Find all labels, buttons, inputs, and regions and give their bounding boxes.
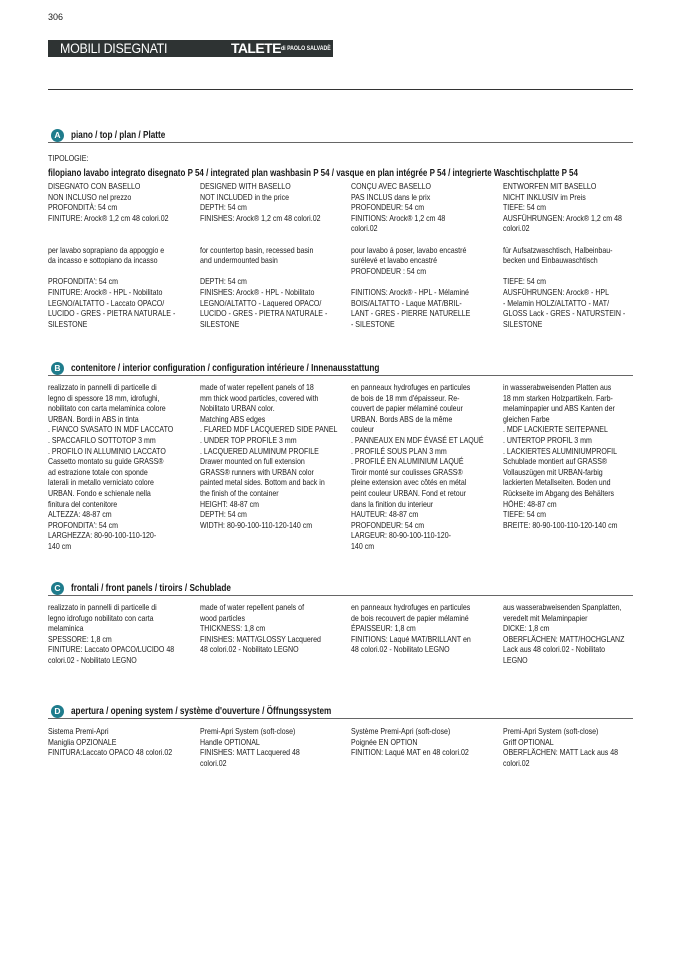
text-line: Matching ABS edges: [199, 413, 265, 424]
text-column-fr: [351, 602, 501, 655]
text-line: Handle OPTIONAL: [199, 736, 260, 747]
text-line: DEPTH: 54 cm: [199, 276, 247, 287]
section-a-header: [48, 129, 633, 143]
text-column-en: [200, 382, 350, 530]
section-title: piano / top / plan / Platte: [71, 130, 166, 141]
text-line: wood particles: [199, 612, 245, 623]
text-line: nobilitato con carta melaminica colore: [48, 403, 166, 414]
text-line: . LACKIERTES ALUMINIUMPROFIL: [502, 445, 617, 456]
text-column-en: [200, 726, 350, 768]
text-line: painted metal sides. Bottom and back in: [199, 477, 325, 488]
section-title: apertura / opening system / système d'ouverture / Öffnungssystem: [71, 706, 332, 717]
text-line: FINITURE: Arock® 1,2 cm 48 colori.02: [48, 212, 169, 223]
text-line: colori.02: [502, 757, 530, 768]
text-line: Rückseite im Abgang des Behälters: [502, 487, 614, 498]
text-line: TIEFE: 54 cm: [502, 509, 546, 520]
text-line: [351, 276, 477, 287]
text-column-it: [48, 726, 198, 758]
text-line: LEGNO/ALTATTO - Laccato OPACO/: [48, 297, 165, 308]
text-line: LEGNO/ALTATTO - Laquered OPACO/: [199, 297, 321, 308]
header-category: MOBILI DISEGNATI: [60, 41, 168, 56]
text-line: NOT INCLUDED in the price: [199, 191, 289, 202]
text-line: TIEFE: 54 cm: [502, 202, 546, 213]
section-b-header: [48, 362, 633, 376]
text-line: colori.02: [502, 223, 530, 234]
text-column-fr: [351, 382, 501, 552]
text-line: - Melamin HOLZ/ALTATTO - MAT/: [502, 297, 609, 308]
text-line: PROFONDITA': 54 cm: [48, 519, 119, 530]
text-line: dans la finition du interieur: [351, 498, 434, 509]
text-line: . FLARED MDF LACQUERED SIDE PANEL: [199, 424, 337, 435]
text-line: [503, 266, 629, 277]
text-column-en: [200, 181, 350, 329]
text-line: and undermounted basin: [199, 255, 278, 266]
text-column-de: [503, 602, 653, 666]
text-line: realizzato in pannelli di particelle di: [48, 602, 157, 612]
text-line: OBERFLÄCHEN: MATT/HOCHGLANZ: [502, 633, 624, 644]
text-line: couvert de papier mélaminé couleur: [351, 403, 463, 414]
text-line: HAUTEUR: 48-87 cm: [351, 509, 419, 520]
text-line: Sistema Premi-Apri: [48, 726, 109, 736]
text-column-it: [48, 181, 198, 329]
text-line: DEPTH: 54 cm: [199, 509, 247, 520]
text-line: colori.02 - Nobilitato LEGNO: [48, 654, 137, 665]
text-line: OBERFLÄCHEN: MATT Lack aus 48: [502, 747, 618, 758]
tipologie-label: TIPOLOGIE:: [48, 153, 89, 163]
text-line: AUSFÜHRUNGEN: Arock® 1,2 cm 48: [502, 212, 622, 223]
text-line: FINITIONS: Arock® - HPL - Mélaminé: [351, 286, 469, 297]
text-line: 140 cm: [351, 540, 375, 551]
text-line: LUCIDO - GRES - PIETRA NATURALE -: [199, 308, 327, 319]
text-line: finitura del contenitore: [48, 498, 118, 509]
text-line: FINITURE: Laccato OPACO/LUCIDO 48: [48, 644, 175, 655]
text-line: DESIGNED WITH BASELLO: [199, 181, 291, 191]
text-column-de: [503, 726, 653, 768]
text-line: colori.02: [351, 223, 378, 234]
section-d-header: [48, 705, 633, 719]
text-line: de bois de 18 mm d'épaisseur. Re-: [351, 392, 460, 403]
header-designer: di PAOLO SALVADÈ: [281, 45, 331, 52]
text-line: PROFONDEUR : 54 cm: [351, 265, 427, 276]
text-line: FINISHES: MATT/GLOSSY Lacquered: [199, 633, 321, 644]
text-line: . UNDER TOP PROFILE 3 mm: [199, 434, 297, 445]
text-line: LANT - GRES - PIERRE NATURELLE: [351, 308, 471, 319]
text-line: [48, 266, 174, 277]
text-line: HÖHE: 48-87 cm: [502, 498, 557, 509]
text-column-fr: [351, 181, 501, 329]
text-line: . FIANCO SVASATO IN MDF LACCATO: [48, 424, 174, 435]
text-line: [200, 234, 326, 245]
text-line: FINITURE: Arock® - HPL - Nobilitato: [48, 286, 163, 297]
text-line: couleur: [351, 424, 375, 435]
text-line: in wasserabweisenden Platten aus: [502, 382, 611, 392]
header-product: TALETE: [231, 40, 281, 56]
text-line: made of water repellent panels of 18: [199, 382, 314, 392]
text-line: SILESTONE: [48, 318, 88, 329]
text-line: melaminpapier und ABS Kanten der: [502, 403, 615, 414]
text-line: made of water repellent panels of: [199, 602, 304, 612]
text-line: da incasso e sottopiano da incasso: [48, 255, 158, 266]
text-line: Premi-Apri System (soft-close): [199, 726, 295, 736]
section-badge-b: B: [51, 362, 64, 375]
section-divider: [48, 375, 633, 376]
text-line: Système Premi-Apri (soft-close): [351, 726, 451, 736]
section-badge-a: A: [51, 129, 64, 142]
text-line: gleichen Farbe: [502, 413, 550, 424]
text-line: URBAN. Bords ABS de la même: [351, 413, 453, 424]
text-line: [503, 234, 629, 245]
text-column-it: [48, 382, 198, 552]
header-bar: [48, 40, 333, 57]
text-line: . PROFILO IN ALLUMINIO LACCATO: [48, 445, 166, 456]
text-line: DEPTH: 54 cm: [199, 202, 247, 213]
section-title: frontali / front panels / tiroirs / Schublade: [71, 583, 231, 594]
text-line: pour lavabo á poser, lavabo encastré: [351, 244, 467, 255]
text-line: LARGEUR: 80-90-100-110-120-: [351, 530, 451, 541]
text-column-en: [200, 602, 350, 655]
text-line: [48, 234, 174, 245]
text-line: [48, 223, 174, 234]
text-line: . PROFILÉ EN ALUMINIUM LAQUÉ: [351, 456, 464, 467]
text-line: for countertop basin, recessed basin: [199, 244, 313, 255]
text-line: SILESTONE: [199, 318, 239, 329]
text-line: [351, 234, 477, 245]
text-line: ALTEZZA: 48-87 cm: [48, 509, 112, 520]
text-line: veredelt mit Melaminpapier: [502, 612, 587, 623]
text-line: aus wasserabweisenden Spanplatten,: [502, 602, 622, 612]
text-line: für Aufsatzwaschtisch, Halbeinbau-: [502, 244, 612, 255]
text-line: AUSFÜHRUNGEN: Arock® - HPL: [502, 286, 609, 297]
text-line: URBAN. Bordi in ABS in tinta: [48, 413, 139, 424]
text-line: Vollauszügen mit URBAN-farbig: [502, 466, 603, 477]
text-line: en panneaux hydrofuges en particules: [351, 602, 471, 612]
text-line: PROFONDEUR: 54 cm: [351, 202, 425, 213]
text-line: SPESSORE: 1,8 cm: [48, 633, 112, 644]
section-badge-d: D: [51, 705, 64, 718]
text-line: Cassetto montato su guide GRASS®: [48, 456, 164, 467]
text-line: [200, 266, 326, 277]
text-line: pleine extension avec côtés en métal: [351, 477, 467, 488]
text-line: ad estrazione totale con sponde: [48, 466, 148, 477]
text-line: legno di spessore 18 mm, idrofughi,: [48, 392, 160, 403]
text-line: THICKNESS: 1,8 cm: [199, 623, 265, 634]
text-line: Schublade montiert auf GRASS®: [502, 456, 607, 467]
text-line: . PROFILÉ SOUS PLAN 3 mm: [351, 445, 447, 456]
text-line: FINISHES: Arock® - HPL - Nobilitato: [199, 286, 314, 297]
text-column-it: [48, 602, 198, 666]
text-line: FINITIONS: Laqué MAT/BRILLANT en: [351, 633, 471, 644]
text-line: LARGHEZZA: 80-90-100-110-120-: [48, 530, 157, 541]
text-line: TIEFE: 54 cm: [502, 276, 546, 287]
section-c-header: [48, 582, 633, 596]
text-line: mm thick wood particles, covered with: [199, 392, 318, 403]
section-divider: [48, 142, 633, 143]
text-line: SILESTONE: [502, 318, 542, 329]
text-column-fr: [351, 726, 501, 758]
text-line: LEGNO: [502, 654, 528, 665]
text-line: FINITURA:Laccato OPACO 48 colori.02: [48, 747, 173, 758]
text-line: en panneaux hydrofuges en particules: [351, 382, 471, 392]
text-line: peint couleur URBAN. Fond et retour: [351, 487, 466, 498]
text-line: 48 colori.02 - Nobilitato LEGNO: [351, 644, 450, 655]
section-divider: [48, 595, 633, 596]
text-line: ENTWORFEN MIT BASELLO: [502, 181, 596, 191]
page-number: 306: [48, 12, 64, 22]
typology-heading: filopiano lavabo integrato disegnato P 54 / integrated plan washbasin P 54 / vasque en plan intégrée P 54 / integrierte Waschtischplatte P 54: [48, 168, 578, 179]
text-line: Tiroir monté sur coulisses GRASS®: [351, 466, 463, 477]
text-line: lackierten Metallseiten. Boden und: [502, 477, 611, 488]
text-line: Drawer mounted on full extension: [199, 456, 305, 467]
text-line: . UNTERTOP PROFIL 3 mm: [502, 434, 592, 445]
text-line: FINISHES: MATT Lacquered 48: [199, 747, 300, 758]
text-line: PROFONDITA': 54 cm: [48, 276, 119, 287]
text-column-de: [503, 382, 653, 530]
text-line: legno idrofugo nobilitato con carta: [48, 612, 154, 623]
text-line: DICKE: 1,8 cm: [502, 623, 550, 634]
text-line: per lavabo soprapiano da appoggio e: [48, 244, 165, 255]
text-column-de: [503, 181, 653, 329]
text-line: Griff OPTIONAL: [502, 736, 554, 747]
text-line: FINITION: Laqué MAT en 48 colori.02: [351, 747, 469, 758]
text-line: NICHT INKLUSIV im Preis: [502, 191, 586, 202]
text-line: . SPACCAFILO SOTTOTOP 3 mm: [48, 434, 156, 445]
text-line: WIDTH: 80-90-100-110-120-140 cm: [199, 519, 312, 530]
text-line: Lack aus 48 colori.02 - Nobilitato: [502, 644, 605, 655]
text-line: 140 cm: [48, 540, 72, 551]
text-line: FINISHES: Arock® 1,2 cm 48 colori.02: [199, 212, 321, 223]
text-line: PROFONDITÀ: 54 cm: [48, 202, 118, 213]
section-badge-c: C: [51, 582, 64, 595]
text-line: URBAN. Fondo e schienale nella: [48, 487, 151, 498]
text-line: LUCIDO - GRES - PIETRA NATURALE -: [48, 308, 176, 319]
text-line: Maniglia OPZIONALE: [48, 736, 117, 747]
text-line: de bois recouvert de papier mélaminé: [351, 612, 469, 623]
text-line: [200, 223, 326, 234]
text-line: 18 mm starken Holzpartikeln. Farb-: [502, 392, 613, 403]
text-line: HEIGHT: 48-87 cm: [199, 498, 259, 509]
text-line: melaminica: [48, 623, 84, 634]
text-line: Nobilitato URBAN color.: [199, 403, 275, 414]
text-line: . PANNEAUX EN MDF ÉVASÉ ET LAQUÉ: [351, 434, 484, 445]
text-line: realizzato in pannelli di particelle di: [48, 382, 157, 392]
section-divider: [48, 718, 633, 719]
text-line: ÉPAISSEUR: 1,8 cm: [351, 623, 416, 634]
top-divider: [48, 89, 633, 90]
text-line: BOIS/ALTATTO - Laque MAT/BRIL-: [351, 297, 462, 308]
text-line: Poignée EN OPTION: [351, 736, 418, 747]
text-line: 48 colori.02 - Nobilitato LEGNO: [199, 644, 299, 655]
text-line: becken und Einbauwaschtisch: [502, 255, 598, 266]
text-line: - SILESTONE: [351, 318, 395, 329]
text-line: . LACQUERED ALUMINUM PROFILE: [199, 445, 319, 456]
text-line: laterali in metallo verniciato colore: [48, 477, 154, 488]
text-line: NON INCLUSO nel prezzo: [48, 191, 132, 202]
text-line: . MDF LACKIERTE SEITEPANEL: [502, 424, 608, 435]
text-line: DISEGNATO CON BASELLO: [48, 181, 141, 191]
text-line: FINITIONS: Arock® 1,2 cm 48: [351, 212, 446, 223]
text-line: the finish of the container: [199, 487, 279, 498]
text-line: PAS INCLUS dans le prix: [351, 191, 431, 202]
text-line: CONÇU AVEC BASELLO: [351, 181, 432, 191]
text-line: Premi-Apri System (soft-close): [502, 726, 598, 736]
text-line: PROFONDEUR: 54 cm: [351, 519, 425, 530]
text-line: GLOSS Lack - GRES - NATURSTEIN -: [502, 308, 625, 319]
text-line: GRASS® runners with URBAN color: [199, 466, 314, 477]
text-line: BREITE: 80-90-100-110-120-140 cm: [502, 519, 617, 530]
section-title: contenitore / interior configuration / configuration intérieure / Innenausstattung: [71, 363, 380, 374]
text-line: surélevé et lavabo encastré: [351, 255, 438, 266]
text-line: colori.02: [199, 757, 227, 768]
